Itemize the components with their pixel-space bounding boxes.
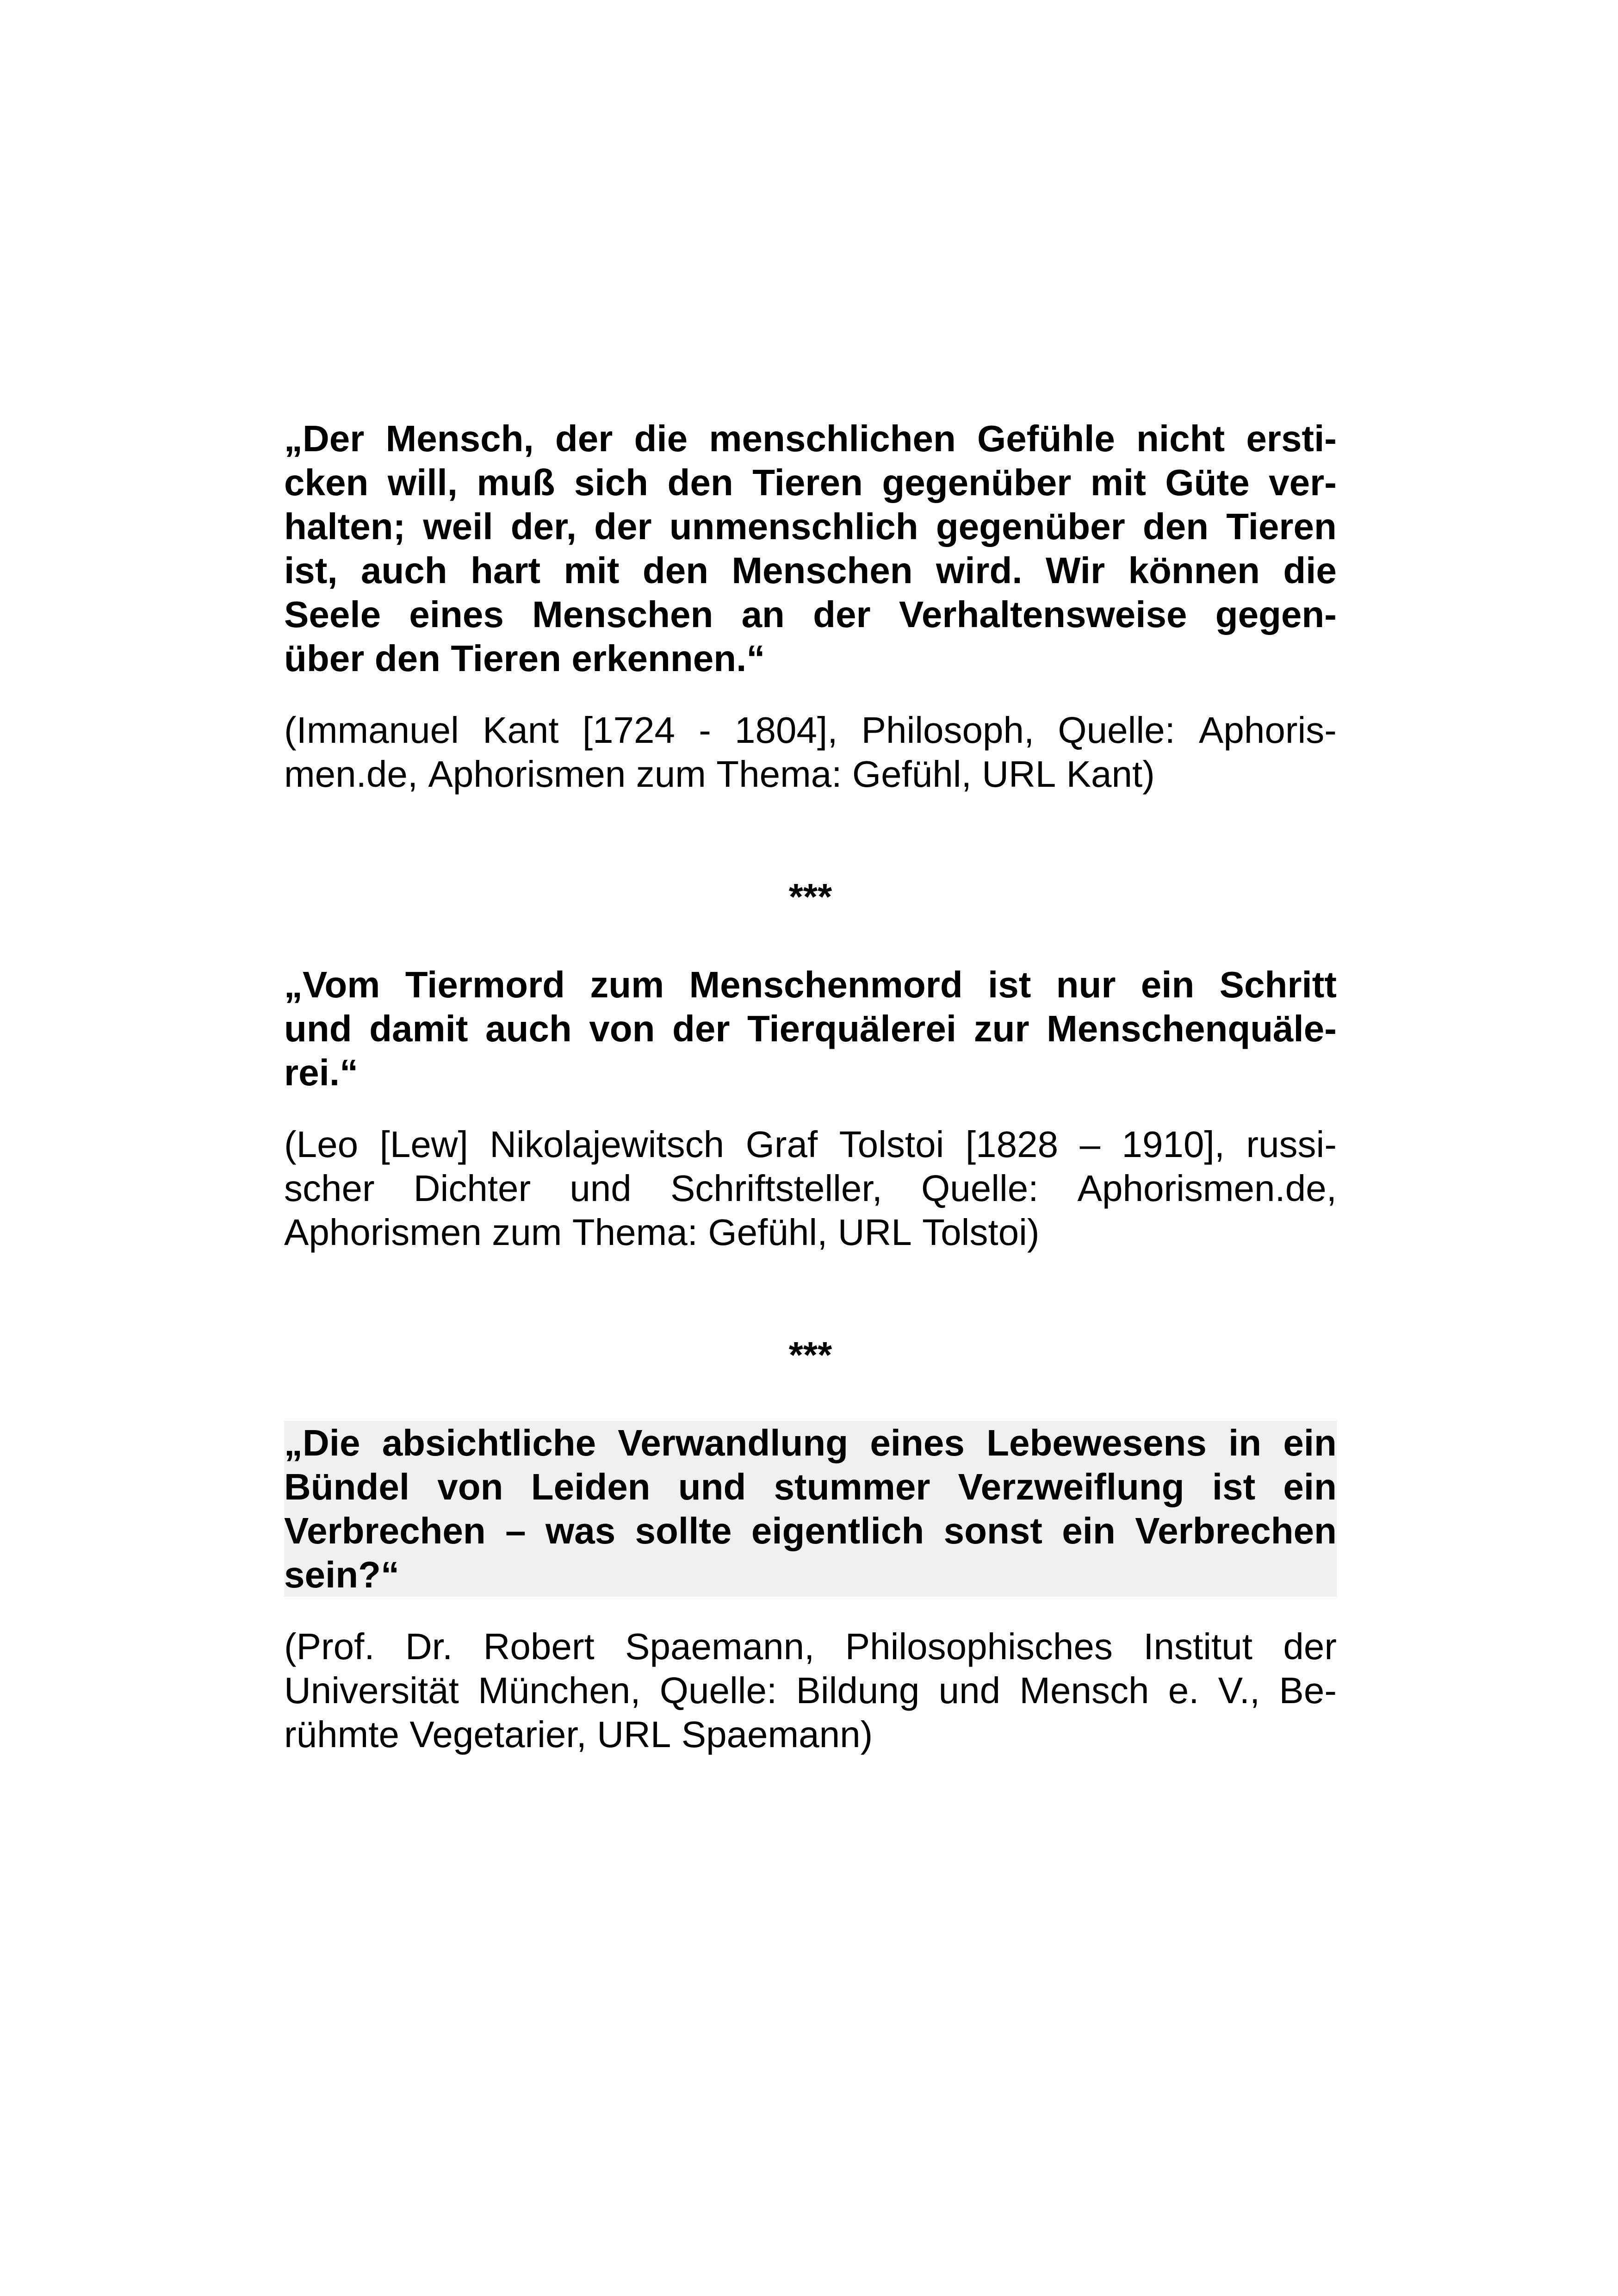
word: ersti- <box>1246 417 1337 459</box>
word: (Immanuel <box>284 709 459 751</box>
word: Menschenmord <box>689 964 963 1005</box>
word: und <box>678 1466 746 1507</box>
word: gegenüber <box>882 461 1072 503</box>
word: der <box>555 417 613 459</box>
word: Tieren <box>451 637 562 679</box>
word: hart <box>471 549 541 591</box>
word: Gefühl, <box>708 1211 828 1253</box>
word: gegen- <box>1215 593 1337 635</box>
text-line <box>284 1210 1337 1254</box>
word: Quelle: <box>1058 709 1175 751</box>
word: „Die <box>284 1422 360 1463</box>
text-line <box>284 1007 1337 1051</box>
word: Menschen <box>532 593 713 635</box>
text-line <box>284 1712 1337 1756</box>
word: V., <box>1218 1669 1260 1711</box>
word: Menschenquäle- <box>1047 1008 1337 1049</box>
word: URL <box>597 1713 671 1755</box>
text-line <box>284 1166 1337 1210</box>
text-line <box>284 1465 1337 1509</box>
word: Aphoris- <box>1199 709 1337 751</box>
word: [1828 <box>965 1123 1059 1165</box>
word: ist <box>987 964 1031 1005</box>
word: Spaemann) <box>681 1713 873 1755</box>
word: Güte <box>1165 461 1250 503</box>
attribution-spaemann <box>284 1624 1337 1756</box>
word: URL <box>837 1211 912 1253</box>
word: über <box>284 637 365 679</box>
word: Schriftsteller, <box>670 1167 882 1209</box>
word: auch <box>485 1008 572 1049</box>
attribution-kant <box>284 708 1337 796</box>
word: nicht <box>1136 417 1225 459</box>
word: muß <box>477 461 555 503</box>
word: Verhaltensweise <box>899 593 1187 635</box>
word: Vegetarier, <box>409 1713 587 1755</box>
word: die <box>634 417 688 459</box>
word: den <box>1142 505 1209 547</box>
word: Schritt <box>1219 964 1337 1005</box>
word: Gefühl, <box>852 753 972 795</box>
word: mit <box>564 549 620 591</box>
word: nur <box>1056 964 1116 1005</box>
word: Tieren <box>752 461 863 503</box>
word: Tolstoi <box>839 1123 944 1165</box>
word: Wir <box>1046 549 1105 591</box>
word: erkennen.“ <box>571 637 765 679</box>
word: der <box>813 593 871 635</box>
word: und <box>938 1669 1001 1711</box>
word: Be- <box>1279 1669 1337 1711</box>
word: eigentlich <box>751 1510 924 1551</box>
word: der <box>1283 1625 1337 1667</box>
word: Tiermord <box>405 964 565 1005</box>
quote-tolstoi <box>284 963 1337 1095</box>
word: Dr. <box>405 1625 453 1667</box>
word: von <box>437 1466 503 1507</box>
text-line <box>284 1624 1337 1668</box>
word: von <box>589 1008 655 1049</box>
word: zum <box>636 753 706 795</box>
word: Verwandlung <box>618 1422 849 1463</box>
word: und <box>284 1008 352 1049</box>
word: Thema: <box>716 753 842 795</box>
word: Tieren <box>1226 505 1337 547</box>
word: will, <box>387 461 458 503</box>
text-line <box>284 1421 1337 1465</box>
text-line <box>284 1509 1337 1553</box>
word: können <box>1128 549 1260 591</box>
word: Bündel <box>284 1466 410 1507</box>
word: Thema: <box>572 1211 698 1253</box>
word: rühmte <box>284 1713 399 1755</box>
word: zum <box>590 964 664 1005</box>
word: Menschen <box>732 549 913 591</box>
word: Verbrechen <box>1135 1510 1337 1551</box>
word: eines <box>409 593 504 635</box>
document-content <box>284 417 1337 1756</box>
word: Mensch, <box>385 417 534 459</box>
word: Tierquälerei <box>747 1008 957 1049</box>
word: Aphorismen.de, <box>1077 1167 1337 1209</box>
word: Quelle: <box>921 1167 1039 1209</box>
word: Kant) <box>1066 753 1155 795</box>
word: Robert <box>483 1625 595 1667</box>
quote-kant <box>284 417 1337 680</box>
word: eines <box>870 1422 965 1463</box>
word: men.de, <box>284 753 418 795</box>
word: – <box>505 1510 526 1551</box>
word: Institut <box>1143 1625 1252 1667</box>
word: den <box>374 637 440 679</box>
word: [Lew] <box>379 1123 468 1165</box>
word: cken <box>284 461 369 503</box>
word: Philosophisches <box>845 1625 1113 1667</box>
word: scher <box>284 1167 375 1209</box>
word: wird. <box>936 549 1023 591</box>
word: sich <box>574 461 648 503</box>
word: weil <box>423 505 493 547</box>
word: (Leo <box>284 1123 359 1165</box>
word: Bildung <box>796 1669 920 1711</box>
word: Spaemann, <box>625 1625 815 1667</box>
word: Dichter <box>413 1167 531 1209</box>
word: Graf <box>745 1123 818 1165</box>
word: Quelle: <box>659 1669 777 1711</box>
word: in <box>1228 1422 1262 1463</box>
text-line <box>284 752 1337 796</box>
word: URL <box>982 753 1056 795</box>
word: zur <box>973 1008 1029 1049</box>
word: Nikolajewitsch <box>490 1123 725 1165</box>
attribution-tolstoi <box>284 1122 1337 1254</box>
word: sein?“ <box>284 1554 399 1595</box>
word: Kant <box>483 709 559 751</box>
word: 1910], <box>1122 1123 1225 1165</box>
word: unmenschlich <box>669 505 918 547</box>
separator-stars: *** <box>788 1334 832 1375</box>
word: Tolstoi) <box>922 1211 1040 1253</box>
text-line <box>284 1051 1337 1095</box>
word: Aphorismen <box>428 753 626 795</box>
word: Philosoph, <box>861 709 1035 751</box>
word: ver- <box>1269 461 1337 503</box>
word: rei.“ <box>284 1052 359 1093</box>
word: 1804], <box>735 709 838 751</box>
word: e. <box>1168 1669 1199 1711</box>
word: und <box>570 1167 632 1209</box>
word: zum <box>492 1211 562 1253</box>
text-line <box>284 1553 1337 1597</box>
word: Seele <box>284 593 381 635</box>
word: die <box>1283 549 1337 591</box>
word: Verbrechen <box>284 1510 486 1551</box>
word: Gefühle <box>977 417 1115 459</box>
text-line <box>284 460 1337 504</box>
word: den <box>642 549 709 591</box>
word: „Vom <box>284 964 380 1005</box>
word: Mensch <box>1019 1669 1149 1711</box>
word: was <box>545 1510 616 1551</box>
text-line <box>284 548 1337 592</box>
text-line <box>284 417 1337 460</box>
word: halten; <box>284 505 406 547</box>
word: russi- <box>1246 1123 1337 1165</box>
word: [1724 <box>582 709 676 751</box>
word: damit <box>369 1008 468 1049</box>
word: der, <box>510 505 577 547</box>
text-line <box>284 592 1337 636</box>
word: gegenüber <box>936 505 1125 547</box>
word: ist <box>1212 1466 1256 1507</box>
text-line <box>284 504 1337 548</box>
word: Verzweiflung <box>958 1466 1184 1507</box>
text-line <box>284 708 1337 752</box>
word: ein <box>1283 1422 1337 1463</box>
word: sonst <box>943 1510 1042 1551</box>
text-line <box>284 1668 1337 1712</box>
word: - <box>699 709 711 751</box>
separator-stars: *** <box>788 876 832 917</box>
text-line <box>284 963 1337 1007</box>
word: – <box>1079 1123 1101 1165</box>
word: München, <box>478 1669 641 1711</box>
word: ein <box>1062 1510 1116 1551</box>
word: sollte <box>635 1510 732 1551</box>
word: Lebewesens <box>986 1422 1207 1463</box>
word: menschlichen <box>709 417 956 459</box>
word: ein <box>1283 1466 1337 1507</box>
word: mit <box>1090 461 1146 503</box>
word: der <box>594 505 652 547</box>
word: „Der <box>284 417 365 459</box>
word: ein <box>1141 964 1195 1005</box>
word: absichtliche <box>382 1422 596 1463</box>
word: den <box>667 461 733 503</box>
word: der <box>672 1008 730 1049</box>
word: Universität <box>284 1669 459 1711</box>
word: an <box>741 593 785 635</box>
word: Aphorismen <box>284 1211 482 1253</box>
quote-spaemann <box>284 1421 1337 1597</box>
word: ist, <box>284 549 338 591</box>
word: auch <box>360 549 447 591</box>
text-line <box>284 1122 1337 1166</box>
word: (Prof. <box>284 1625 375 1667</box>
word: stummer <box>774 1466 930 1507</box>
text-line <box>284 636 1337 680</box>
word: Leiden <box>531 1466 651 1507</box>
